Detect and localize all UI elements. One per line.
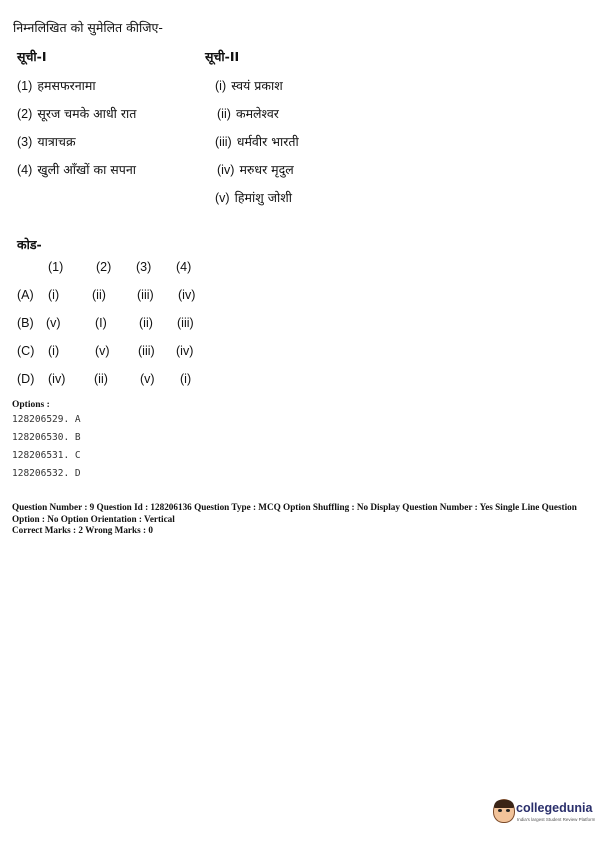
code-cell: (iii) <box>138 344 155 358</box>
code-cell: (iii) <box>177 316 194 330</box>
code-row-label: (B) <box>17 316 34 330</box>
code-cell: (iii) <box>137 288 154 302</box>
options-heading: Options : <box>12 400 50 410</box>
code-cell: (I) <box>95 316 107 330</box>
list2-item: (v) हिमांशु जोशी <box>215 190 292 205</box>
code-column-header: (3) <box>136 260 152 274</box>
list2-item: (i) स्वयं प्रकाश <box>215 78 283 93</box>
code-cell: (v) <box>95 344 110 358</box>
code-column-header: (4) <box>176 260 192 274</box>
code-cell: (v) <box>140 372 155 386</box>
code-cell: (v) <box>46 316 61 330</box>
code-row-label: (C) <box>17 344 35 358</box>
marks-info: Correct Marks : 2 Wrong Marks : 0 <box>12 525 153 535</box>
code-cell: (i) <box>48 344 60 358</box>
list1-item: (1) हमसफरनामा <box>17 78 96 93</box>
code-cell: (ii) <box>139 316 153 330</box>
code-heading: कोड- <box>17 237 42 252</box>
question-meta: Question Number : 9 Question Id : 128206136 Question Type : MCQ Option Shuffling : No Display Question Number : Yes Single Line Question Option : No Option Orientation : Vertical <box>12 502 577 524</box>
list1-heading: सूची-I <box>17 49 47 64</box>
code-column-header: (2) <box>96 260 112 274</box>
code-cell: (iv) <box>178 288 196 302</box>
code-cell: (i) <box>48 288 60 302</box>
list1-item: (2) सूरज चमके आधी रात <box>17 106 137 121</box>
list2-item: (iii) धर्मवीर भारती <box>215 134 299 149</box>
brand-tagline: India's largest Student Review Platform <box>517 817 595 822</box>
list2-item: (iv) मरुधर मृदुल <box>217 162 294 177</box>
code-cell: (iv) <box>176 344 194 358</box>
list2-heading: सूची-II <box>205 49 240 64</box>
code-column-header: (1) <box>48 260 64 274</box>
list2-item: (ii) कमलेश्वर <box>217 106 279 121</box>
code-cell: (ii) <box>92 288 106 302</box>
code-cell: (i) <box>180 372 192 386</box>
option-item: 128206529. A <box>12 414 81 425</box>
code-cell: (ii) <box>94 372 108 386</box>
option-item: 128206531. C <box>12 450 81 461</box>
brand-logo-text: collegedunia <box>516 801 593 815</box>
code-row-label: (D) <box>17 372 35 386</box>
list1-item: (4) खुली आँखों का सपना <box>17 162 137 177</box>
option-item: 128206530. B <box>12 432 81 443</box>
option-item: 128206532. D <box>12 468 81 479</box>
code-cell: (iv) <box>48 372 66 386</box>
code-row-label: (A) <box>17 288 34 302</box>
question-text: निम्नलिखित को सुमेलित कीजिए- <box>13 20 163 35</box>
list1-item: (3) यात्राचक्र <box>17 134 76 149</box>
